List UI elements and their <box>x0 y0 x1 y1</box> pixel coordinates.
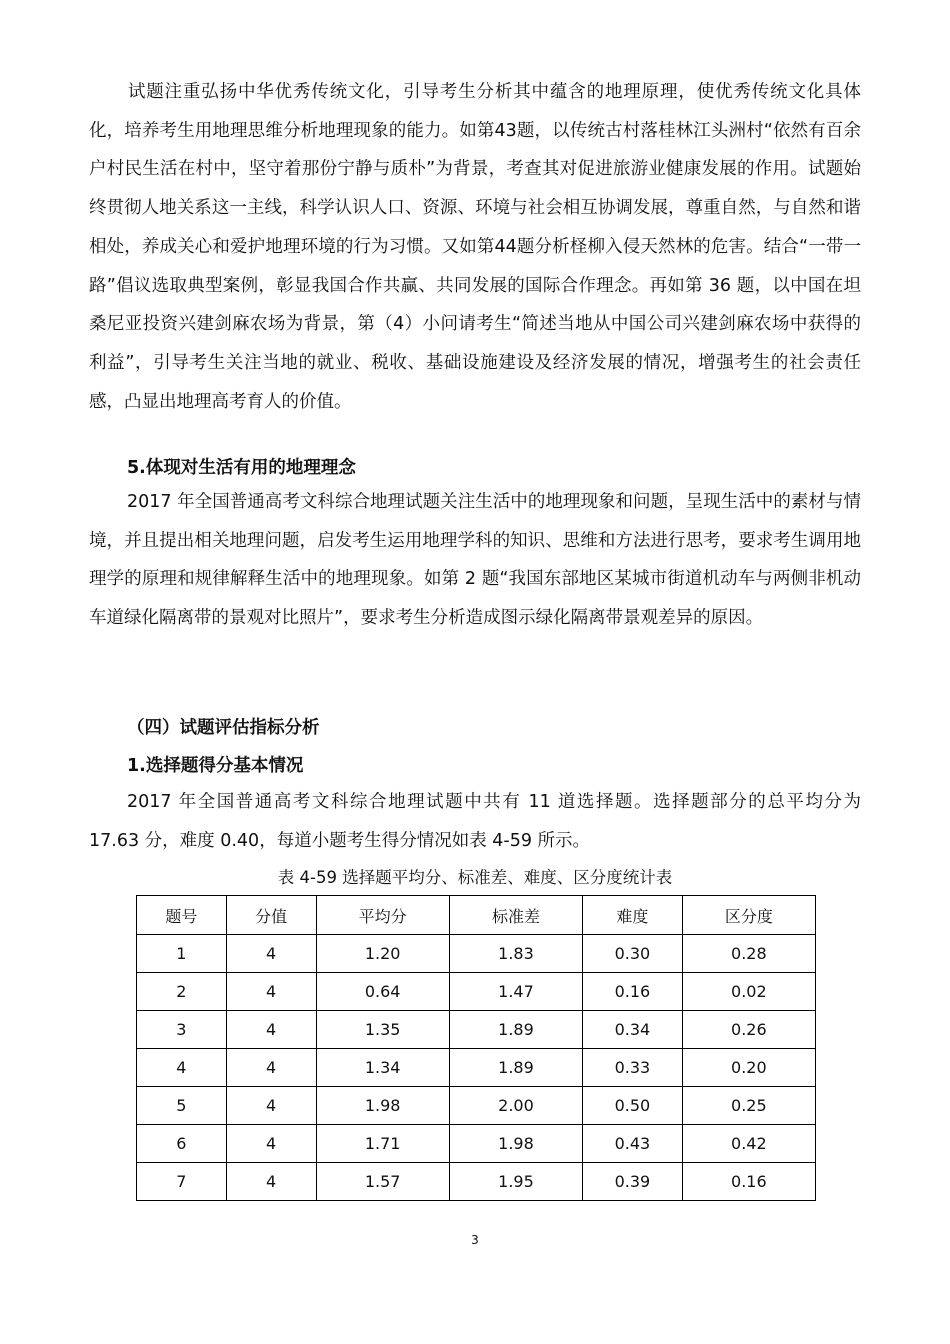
section-heading-evaluation: （四）试题评估指标分析 <box>127 718 320 738</box>
table-row <box>137 1049 816 1087</box>
column-header: 标准差 <box>449 896 582 935</box>
statistics-table <box>136 895 816 1201</box>
page-number: 3 <box>471 1233 479 1247</box>
table-row <box>137 973 816 1011</box>
paragraph-traditional-culture <box>89 73 861 421</box>
table-cell: 0.50 <box>583 1087 683 1125</box>
table-cell: 7 <box>137 1163 227 1201</box>
column-header: 难度 <box>583 896 683 935</box>
table-cell: 4 <box>226 1049 316 1087</box>
table-cell: 0.20 <box>682 1049 815 1087</box>
table-cell: 4 <box>226 1011 316 1049</box>
table-cell: 4 <box>226 1087 316 1125</box>
table-cell: 1.47 <box>449 973 582 1011</box>
table-cell: 1.20 <box>316 935 449 973</box>
table-row <box>137 1087 816 1125</box>
column-header: 区分度 <box>682 896 815 935</box>
table-row <box>137 1163 816 1201</box>
column-header: 题号 <box>137 896 227 935</box>
table-cell: 4 <box>226 973 316 1011</box>
table-caption: 表 4-59 选择题平均分、标准差、难度、区分度统计表 <box>277 868 673 887</box>
table-cell: 1.89 <box>449 1011 582 1049</box>
table-cell: 1.35 <box>316 1011 449 1049</box>
table-row <box>137 935 816 973</box>
table-cell: 0.16 <box>583 973 683 1011</box>
heading-choice-score: 1.选择题得分基本情况 <box>127 756 304 776</box>
table-cell: 0.64 <box>316 973 449 1011</box>
table-cell: 4 <box>226 1125 316 1163</box>
table-row <box>137 1011 816 1049</box>
table-cell: 2 <box>137 973 227 1011</box>
table-row <box>137 1125 816 1163</box>
column-header: 平均分 <box>316 896 449 935</box>
table-cell: 1.71 <box>316 1125 449 1163</box>
table-cell: 0.34 <box>583 1011 683 1049</box>
table-cell: 3 <box>137 1011 227 1049</box>
table-cell: 0.28 <box>682 935 815 973</box>
table-cell: 1.83 <box>449 935 582 973</box>
table-cell: 1.57 <box>316 1163 449 1201</box>
table-cell: 0.02 <box>682 973 815 1011</box>
paragraph-text: 2017 年全国普通高考文科综合地理试题关注生活中的地理现象和问题，呈现生活中的素材与情境，并且提出相关地理问题，启发考生运用地理学科的知识、思维和方法进行思考，要求考生调用地理学的原理和规律解释生活中的地理现象。如第 2 题“我国东部地区某城市街道机动车与两侧非机动车道绿化隔离带的景观对比照片”，要求考生分析造成图示绿化隔离带景观差异的原因。 <box>89 492 861 629</box>
table-cell: 0.39 <box>583 1163 683 1201</box>
paragraph-life-geography <box>89 483 861 638</box>
table-cell: 0.16 <box>682 1163 815 1201</box>
table-cell: 0.33 <box>583 1049 683 1087</box>
table-cell: 4 <box>137 1049 227 1087</box>
table-cell: 1.98 <box>449 1125 582 1163</box>
table-cell: 1.34 <box>316 1049 449 1087</box>
column-header: 分值 <box>226 896 316 935</box>
table-cell: 0.26 <box>682 1011 815 1049</box>
table-cell: 1.98 <box>316 1087 449 1125</box>
heading-geography-for-life: 5.体现对生活有用的地理理念 <box>127 458 356 478</box>
table-header-row <box>137 896 816 935</box>
table-cell: 2.00 <box>449 1087 582 1125</box>
table-cell: 4 <box>226 1163 316 1201</box>
table-cell: 4 <box>226 935 316 973</box>
table-cell: 5 <box>137 1087 227 1125</box>
table-cell: 0.30 <box>583 935 683 973</box>
table-cell: 1.89 <box>449 1049 582 1087</box>
table-cell: 0.25 <box>682 1087 815 1125</box>
paragraph-text: 2017 年全国普通高考文科综合地理试题中共有 11 道选择题。选择题部分的总平均分为 17.63 分，难度 0.40，每道小题考生得分情况如表 4-59 所示。 <box>89 792 861 851</box>
table-cell: 0.43 <box>583 1125 683 1163</box>
table-cell: 1 <box>137 935 227 973</box>
table-cell: 1.95 <box>449 1163 582 1201</box>
table-cell: 0.42 <box>682 1125 815 1163</box>
paragraph-choice-summary <box>89 783 861 860</box>
table-cell: 6 <box>137 1125 227 1163</box>
paragraph-text: 试题注重弘扬中华优秀传统文化，引导考生分析其中蕴含的地理原理，使优秀传统文化具体化，培养考生用地理思维分析地理现象的能力。如第43题，以传统古村落桂林江头洲村“依然有百余户村民生活在村中，坚守着那份宁静与质朴”为背景，考查其对促进旅游业健康发展的作用。试题始终贯彻人地关系这一主线，科学认识人口、资源、环境与社会相互协调发展，尊重自然，与自然和谐相处，养成关心和爱护地理环境的行为习惯。又如第44题分析柽柳入侵天然林的危害。结合“一带一路”倡议选取典型案例，彰显我国合作共赢、共同发展的国际合作理念。再如第 36 题，以中国在坦桑尼亚投资兴建剑麻农场为背景，第（4）小问请考生“简述当地从中国公司兴建剑麻农场中获得的利益”，引导考生关注当地的就业、税收、基础设施建设及经济发展的情况，增强考生的社会责任感，凸显出地理高考育人的价值。 <box>89 82 861 412</box>
